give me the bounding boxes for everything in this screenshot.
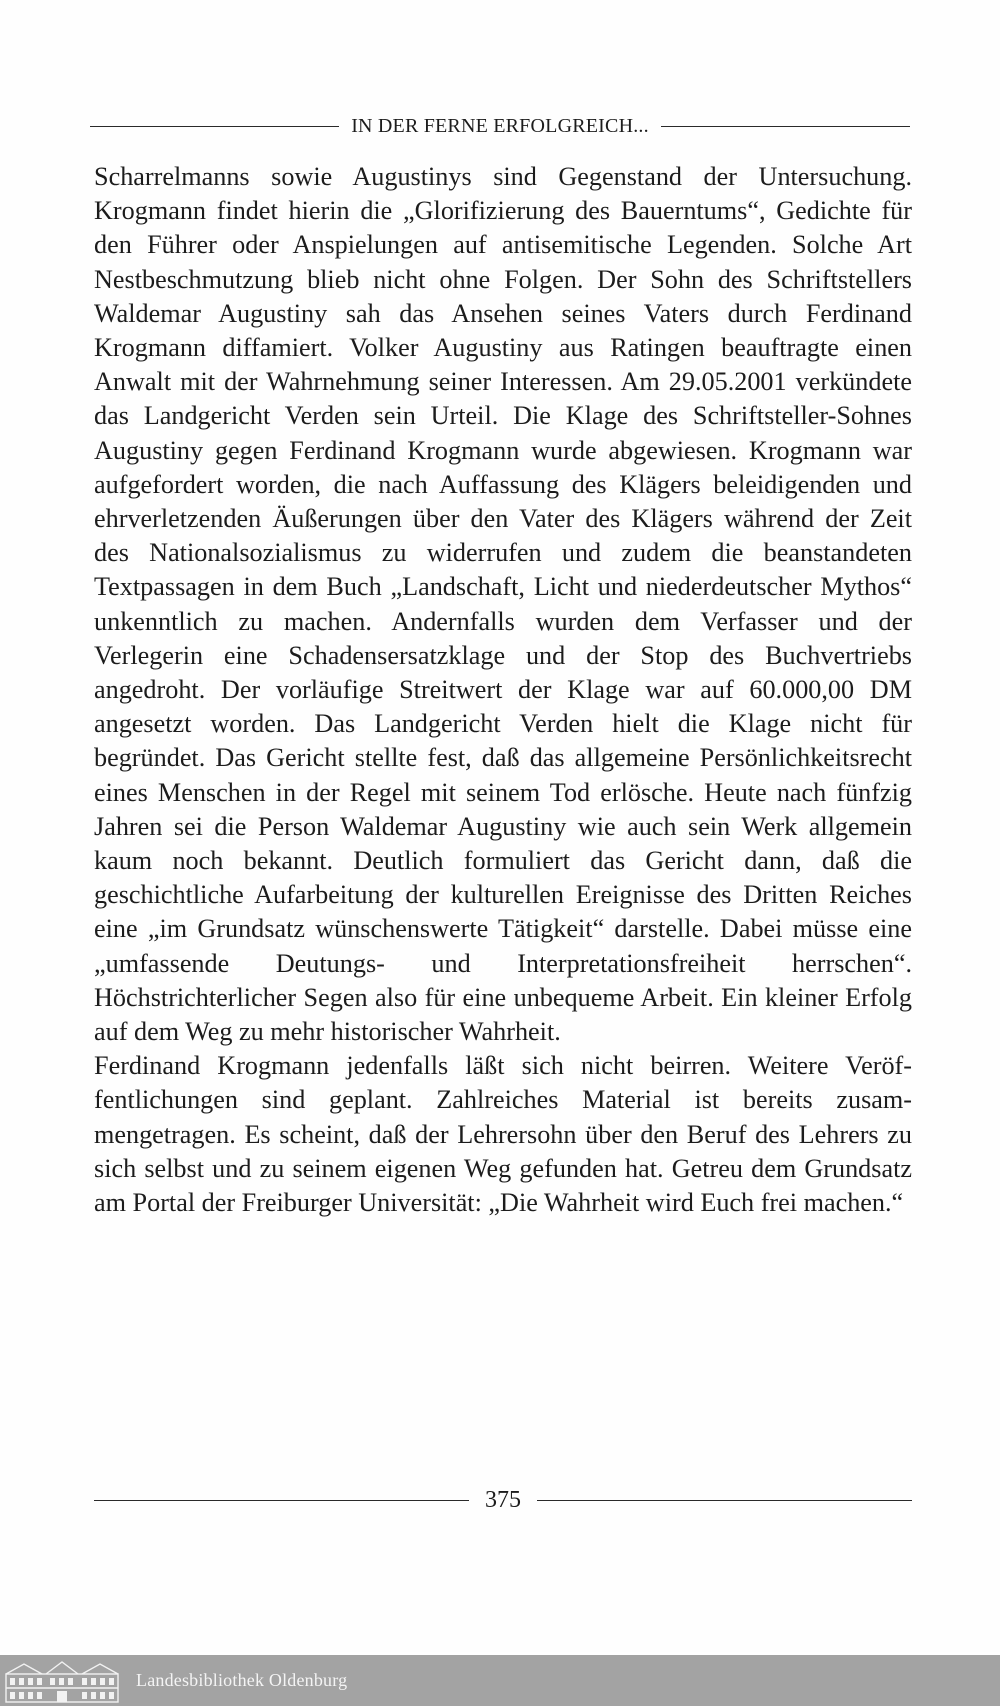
- footer-rule-right: [537, 1500, 912, 1501]
- library-bar: [0, 1655, 1000, 1706]
- paragraph: Ferdinand Krogmann jedenfalls läßt sich nicht beirren. Weitere Veröffentlichungen sind geplant. Zahlreiches Material ist bereits zusammengetragen. Es scheint, daß der Lehrersohn über den Beruf des Lehrers zu sich selbst und zu seinem eigenen Weg gefunden hat. Getreu dem Grundsatz am Portal der Freiburger Universität: „Die Wahrheit wird Euch frei machen.“: [94, 1051, 912, 1218]
- page-footer: [94, 1484, 912, 1516]
- page-number: 375: [485, 1486, 521, 1513]
- running-title: IN DER FERNE ERFOLGREICH...: [351, 114, 649, 137]
- library-building-icon: [2, 1658, 122, 1704]
- paragraph: Scharrelmanns sowie Augustinys sind Gegenstand der Untersuchung. Krogmann findet hierin die „Glorifizierung des Bauerntums“, Gedichte für den Führer oder Anspielungen auf antisemitische Legenden. Solche Art Nestbeschmutzung blieb nicht ohne Folgen. Der Sohn des Schriftstellers Waldemar Augustiny sah das Ansehen seines Vaters durch Ferdinand Krogmann diffamiert. Volker Augustiny aus Ratingen beauftragte einen Anwalt mit der Wahrnehmung seiner Interessen. Am 29.05.2001 verkündete das Landgericht Verden sein Urteil. Die Klage des Schriftsteller-Sohnes Augustiny gegen Ferdinand Krogmann wurde abgewiesen. Krogmann war aufgefordert worden, die nach Auffassung des Klägers beleidigenden und ehrverletzenden Äußerungen über den Vater des Klägers während der Zeit des Nationalsozialismus zu widerrufen und zudem die beanstandeten Textpassagen in dem Buch „Landschaft, Licht und niederdeutscher Mythos“ unkenntlich zu machen. Andernfalls wurden dem Verfasser und der Verlegerin eine Schadensersatzklage und der Stop des Buchvertriebs angedroht. Der vorläufige Streitwert der Klage war auf 60.000,00 DM angesetzt worden. Das Landgericht Verden hielt die Klage nicht für begründet. Das Gericht stellte fest, daß das allgemeine Persönlichkeitsrecht eines Menschen in der Regel mit seinem Tod erlösche. Heute nach fünfzig Jahren sei die Person Waldemar Augustiny wie auch sein Werk allgemein kaum noch bekannt. Deutlich formuliert das Gericht dann, daß die geschichtliche Aufarbeitung der kulturellen Ereignisse des Dritten Reiches eine „im Grundsatz wünschenswerte Tätigkeit“ darstelle. Dabei müsse eine „umfassende Deutungs- und Interpretationsfreiheit herrschen“. Höchstrichterlicher Segen also für eine unbequeme Arbeit. Ein kleiner Erfolg auf dem Weg zu mehr historischer Wahrheit.: [94, 162, 912, 1047]
- footer-rule-left: [94, 1500, 469, 1501]
- body-text: [94, 160, 912, 1220]
- header-rule-left: [90, 126, 339, 127]
- header-rule-right: [661, 126, 910, 127]
- library-name: Landesbibliothek Oldenburg: [136, 1670, 348, 1690]
- running-header: [90, 114, 910, 138]
